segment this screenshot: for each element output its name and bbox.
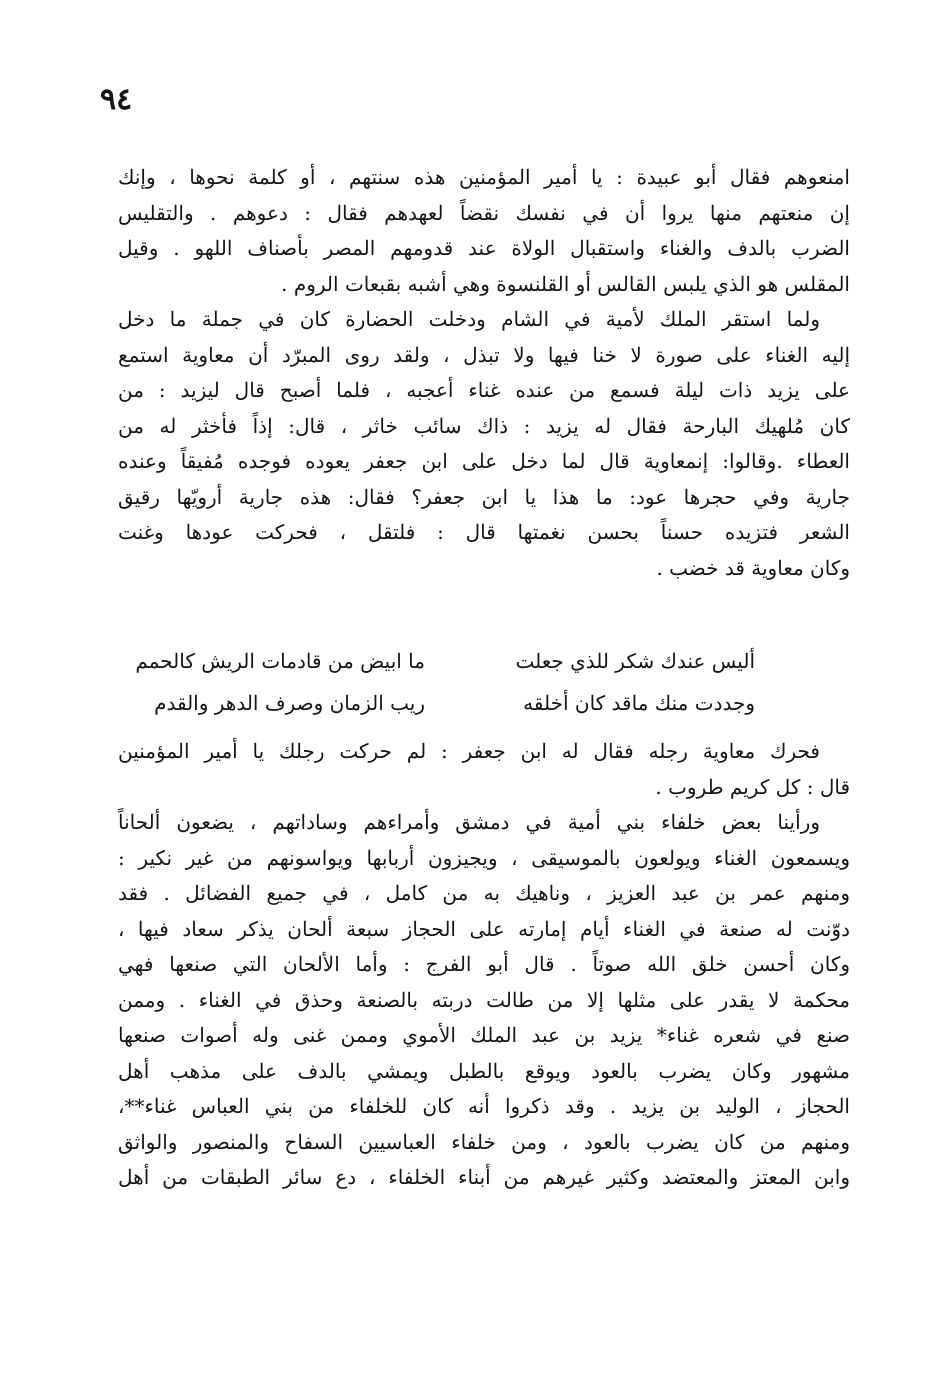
paragraph-block-2 [118, 734, 850, 1196]
text-line: كان مُلهيك البارحة فقال له يزيد : ذاك سائب خاثر ، قال: إذاً فأخثر له من [118, 413, 850, 438]
text-line: فحرك معاوية رجله فقال له ابن جعفر : لم حركت رجلك يا أمير المؤمنين [118, 739, 820, 763]
text-line: صنع في شعره غناء* يزيد بن عبد الملك الأموي وممن غنى وله أصوات صنعها [118, 1023, 850, 1047]
text-line: إن منعتهم منها يروا أن في نفسك نقضاً لعهدهم فقال : دعوهم . والتقليس [118, 200, 850, 225]
text-line: قال : كل كريم طروب . [655, 774, 850, 799]
text-line: المقلس هو الذي يلبس القالس أو القلنسوة وهي أشبه بقبعات الروم . [281, 271, 850, 296]
poem-verses [135, 640, 755, 724]
text-line: مشهور وكان يضرب بالعود ويوقع بالطبل ويمشي بالدف على مذهب أهل [118, 1058, 850, 1083]
text-line: وكان أحسن خلق الله صوتاً . قال أبو الفرج : وأما الألحان التي صنعها فهي [118, 952, 850, 976]
verse-first-hemistich: وجددت منك ماقد كان أخلقه [523, 691, 755, 715]
text-line: الضرب بالدف والغناء واستقبال الولاة عند قدومهم المصر بأصناف اللهو . وقيل [118, 236, 850, 260]
paragraph-block-1 [118, 160, 850, 586]
text-line: امنعوهم فقال أبو عبيدة : يا أمير المؤمنين هذه سنتهم ، أو كلمة نحوها ، وإنك [118, 165, 850, 189]
text-line: ومنهم عمر بن عبد العزيز ، وناهيك به من كامل ، في جميع الفضائل . فقد [118, 881, 850, 905]
text-line: على يزيد ذات ليلة فسمع من عنده غناء أعجبه ، فلما أصبح قال ليزيد : من [118, 378, 850, 402]
verse-second-hemistich: ما ابيض من قادمات الريش كالحمم [135, 649, 425, 673]
verse-first-hemistich: أليس عندك شكر للذي جعلت [515, 649, 755, 673]
text-line: إليه الغناء على صورة لا خنا فيها ولا تبذل ، ولقد روى المبرّد أن معاوية استمع [118, 342, 850, 367]
text-line: وابن المعتز والمعتضد وكثير غيرهم من أبناء الخلفاء ، دع سائر الطبقات من أهل [118, 1165, 850, 1189]
text-line: دوّنت له صنعة في الغناء أيام إمارته على الحجاز سبعة ألحان يذكر سعاد فيها ، [118, 916, 850, 941]
verse-line [135, 640, 755, 682]
text-line: ومنهم من كان يضرب بالعود ، ومن خلفاء العباسيين السفاح والمنصور والواثق [118, 1129, 850, 1154]
text-line: الشعر فتزيده حسناً بحسن نغمتها قال : فلتقل ، فحركت عودها وغنت [118, 520, 850, 544]
text-line: وكان معاوية قد خضب . [656, 555, 850, 580]
page-number: ٩٤ [100, 82, 133, 117]
text-line: جارية وفي حجرها عود: ما هذا يا ابن جعفر؟ فقال: هذه جارية أرويّها رقيق [118, 484, 850, 509]
verse-second-hemistich: ريب الزمان وصرف الدهر والقدم [154, 691, 425, 715]
text-line: العطاء .وقالوا: إنمعاوية قال لما دخل على ابن جعفر يعوده فوجده مُفيقاً وعنده [118, 449, 850, 473]
text-line: ورأينا بعض خلفاء بني أمية في دمشق وأمراءهم وساداتهم ، يضعون ألحاناً [118, 810, 820, 834]
text-line: ويسمعون الغناء ويولعون بالموسيقى ، ويجيزون أربابها ويواسونهم من غير نكير : [118, 845, 850, 870]
text-line: ولما استقر الملك لأمية في الشام ودخلت الحضارة كان في جملة ما دخل [118, 307, 820, 331]
text-line: الحجاز ، الوليد بن يزيد . وقد ذكروا أنه كان للخلفاء من بني العباس غناء**، [118, 1094, 850, 1118]
verse-line [150, 682, 755, 724]
text-line: محكمة لا يقدر على مثلها إلا من طالت دربته بالصنعة وحذق في الغناء . وممن [118, 987, 850, 1012]
